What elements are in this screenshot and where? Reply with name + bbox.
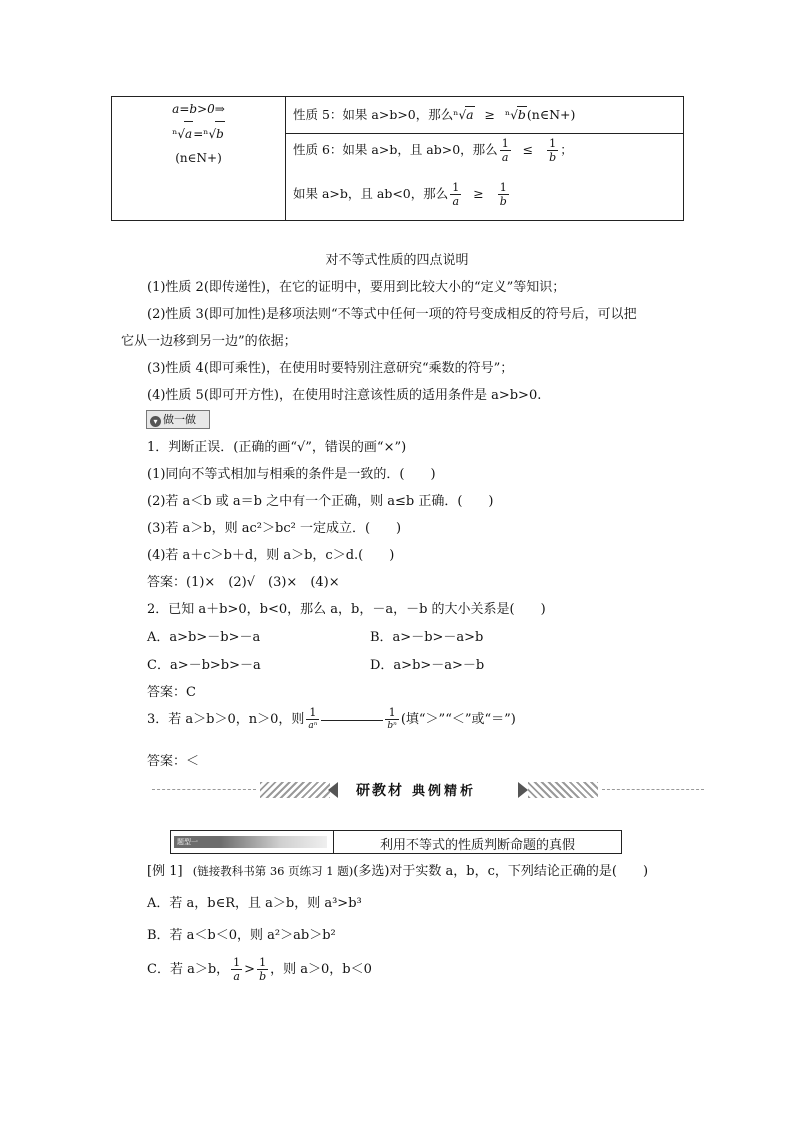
banner-stripe-right [528,782,598,798]
property-6-row: 性质 6：如果 a>b，且 ab>0，那么 $\frac{1}{a}$ ≤ $\frac{1}{b}$ ； [293,137,573,164]
topic-box [170,830,622,854]
note-item-4: (4)性质 5(即可开方性)，在使用时注意该性质的适用条件是 a>b>0. [147,388,542,403]
section-banner [152,780,704,800]
note-item-3: (3)性质 4(即可乘性)，在使用时要特别注意研究“乘数的符号”； [147,361,514,376]
topic-tag: 题型一 [174,836,327,848]
left-cell-line2: ⁿ√a=ⁿ√b [112,121,285,146]
example-1-option-b: B．若 a＜b＜0，则 a²＞ab＞b² [147,928,336,943]
fraction-1-over-b: $\frac{1}{b}$ [259,956,267,983]
property-5-row: 性质 5：如果 a>b>0，那么ⁿ√a ≥ ⁿ√b(n∈N+) [293,107,576,122]
topic-title: 利用不等式的性质判断命题的真假 [379,838,575,853]
fraction-1-over-b: $\frac{1}{b}$ [499,181,507,208]
table-divider-horizontal [285,133,683,134]
question-1-answer: 答案：(1)× (2)√ (3)× (4)× [147,575,340,590]
question-2-option-c: C．a>－b>b>－a [147,658,261,673]
fraction-1-over-a: $\frac{1}{a}$ [452,181,460,208]
left-cell-line3: (n∈N+) [175,151,222,165]
property-6b-row: 如果 a>b，且 ab<0，那么 $\frac{1}{a}$ ≥ $\frac{1}{b}$ [293,181,507,208]
note-item-1: (1)性质 2(即传递性)，在它的证明中，要用到比较大小的“定义”等知识； [147,280,566,295]
question-2-option-d: D．a>b>－a>－b [370,658,485,673]
table-divider-vertical [285,97,286,220]
banner-dash-right [602,789,704,790]
question-1: 1．判断正误．(正确的画“√”，错误的画“×”) [147,440,407,455]
question-3-answer: 答案：＜ [147,754,200,769]
question-2-answer: 答案：C [147,685,196,700]
table-left-cell [112,97,285,170]
banner-stripe-left [260,782,330,798]
note-item-2: (2)性质 3(即可加性)是移项法则“不等式中任何一项的符号变成相反的符号后，可以把 [147,307,637,322]
example-1-option-c: C．若 a＞b， $\frac{1}{a}$ > $\frac{1}{b}$ ，则 a＞0，b＜0 [147,956,372,983]
question-1-item-2: (2)若 a＜b 或 a＝b 之中有一个正确，则 a≤b 正确．( ) [147,494,494,509]
left-cell-line1: a=b>0⇒ [172,102,225,116]
arrow-right-icon [518,782,528,798]
fraction-1-over-b-n: $\frac{1}{\text{bⁿ}}$ [387,706,397,731]
question-2: 2．已知 a＋b>0，b<0，那么 a，b，－a，－b 的大小关系是( ) [147,602,546,617]
question-2-option-b: B．a>－b>－a>b [370,630,484,645]
fraction-1-over-a-n: $\frac{1}{\text{aⁿ}}$ [308,706,318,731]
example-1-stem: [例 1] (链接教科书第 36 页练习 1 题)(多选)对于实数 a，b，c，下列结论正确的是( ) [147,864,649,879]
question-2-option-a: A．a>b>－b>－a [147,630,261,645]
question-1-item-1: (1)同向不等式相加与相乘的条件是一致的．( ) [147,467,436,482]
practice-label: ▾ 做一做 [146,410,210,429]
chevron-down-icon: ▾ [150,416,161,427]
fraction-1-over-a: $\frac{1}{a}$ [501,137,509,164]
answer-blank[interactable] [321,720,383,721]
banner-title: 研教材 典例精析 [356,783,477,799]
question-1-item-3: (3)若 a＞b，则 ac²＞bc² 一定成立．( ) [147,521,402,536]
note-item-2-cont: 它从一边移到另一边”的依据； [121,334,297,349]
question-1-item-4: (4)若 a＋c＞b＋d，则 a＞b，c＞d.( ) [147,548,395,563]
example-1-option-a: A．若 a，b∈R，且 a＞b，则 a³>b³ [147,896,362,911]
question-3: 3．若 a＞b＞0，n＞0，则 $\frac{1}{\text{aⁿ}}$ $\frac{1}{\text{bⁿ}}$ (填“＞”“＜”或“＝”) [147,706,516,731]
notes-heading: 对不等式性质的四点说明 [325,253,469,268]
banner-dash-left [152,789,256,790]
properties-table [111,96,684,221]
fraction-1-over-a: $\frac{1}{a}$ [233,956,241,983]
fraction-1-over-b: $\frac{1}{b}$ [549,137,557,164]
arrow-left-icon [328,782,338,798]
